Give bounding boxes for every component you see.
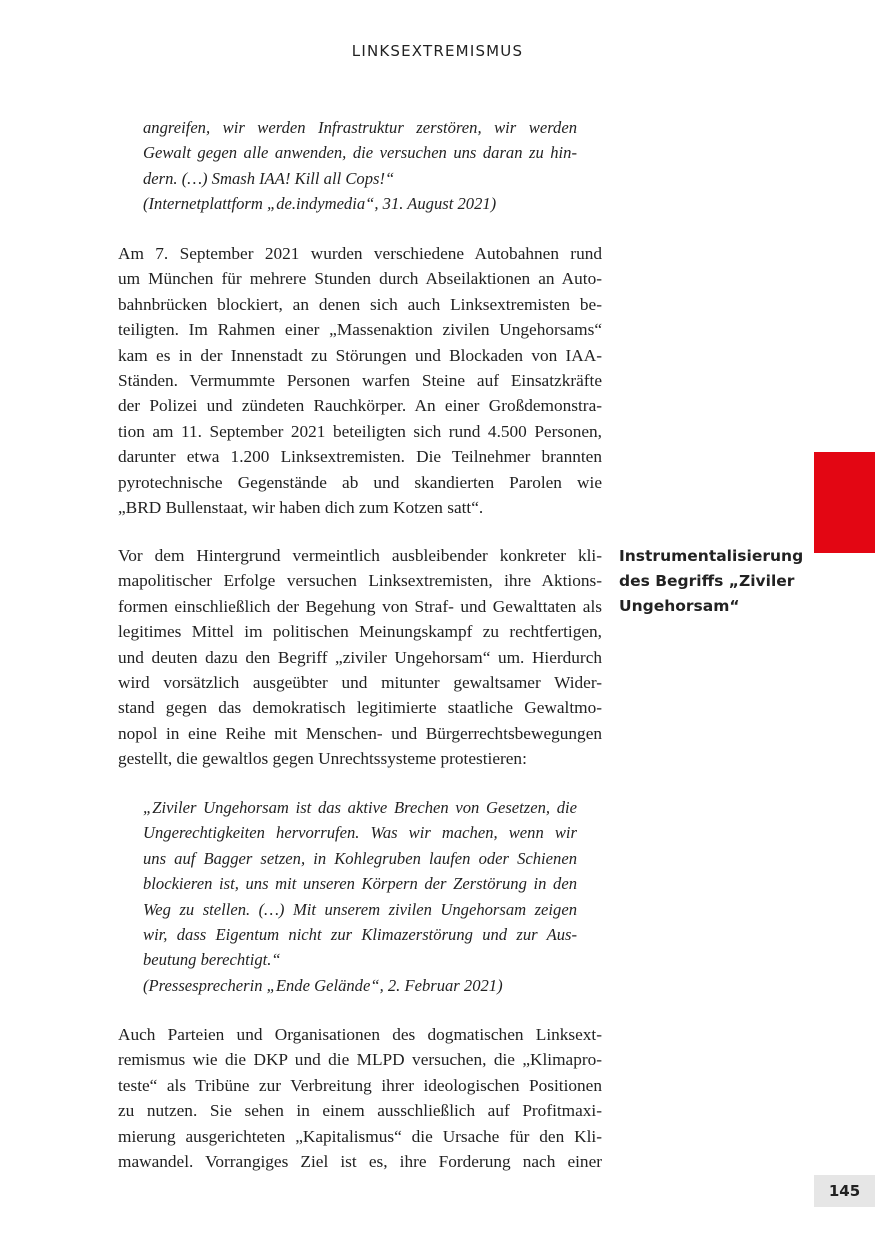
running-header: LINKSEXTREMISMUS (351, 42, 524, 60)
quote-line: wir, dass Eigentum nicht zur Klimazerstörung und zur Aus- (143, 925, 577, 945)
text-line: mierung ausgerichteten „Kapitalismus“ die Ursache für den Kli- (118, 1126, 602, 1146)
text-line: tion am 11. September 2021 beteiligten sich rund 4.500 Personen, (118, 421, 602, 441)
page-number: 145 (814, 1175, 875, 1207)
quote-line: beutung berechtigt.“ (143, 950, 281, 970)
quote-source: (Pressesprecherin „Ende Gelände“, 2. Februar 2021) (143, 975, 503, 995)
text-line: gestellt, die gewaltlos gegen Unrechtssysteme protestieren: (118, 749, 527, 769)
quote-line: angreifen, wir werden Infrastruktur zerstören, wir werden (143, 118, 577, 137)
text-line: um München für mehrere Stunden durch Abseilaktionen an Auto- (118, 269, 602, 289)
text-line: mawandel. Vorrangiges Ziel ist es, ihre Forderung nach einer (118, 1152, 602, 1172)
quote-line: blockieren ist, uns mit unseren Körpern der Zerstörung in den (143, 874, 577, 894)
blockquote-indymedia (143, 115, 577, 217)
text-line: zu nutzen. Sie sehen in einem ausschließlich auf Profitmaxi- (118, 1101, 602, 1121)
text-line: mapolitischer Erfolge versuchen Linksextremisten, ihre Aktions- (118, 571, 602, 591)
quote-line: „Ziviler Ungehorsam ist das aktive Brechen von Gesetzen, die (143, 798, 577, 817)
margin-heading (619, 544, 819, 619)
quote-line: Gewalt gegen alle anwenden, die versuchen uns daran zu hin- (143, 143, 577, 163)
quote-source: (Internetplattform „de.indymedia“, 31. August 2021) (143, 194, 497, 214)
text-line: pyrotechnische Gegenstände ab und skandierten Parolen wie (118, 472, 602, 492)
chapter-marker-tab (814, 452, 875, 553)
text-line: darunter etwa 1.200 Linksextremisten. Die Teilnehmer brannten (118, 447, 602, 467)
text-line: formen einschließlich der Begehung von Straf- und Gewalttaten als (118, 596, 602, 616)
quote-line: dern. (…) Smash IAA! Kill all Cops!“ (143, 168, 395, 188)
quote-line: uns auf Bagger setzen, in Kohlegruben laufen oder Schienen (143, 848, 577, 868)
paragraph-civil-disobedience (118, 543, 602, 772)
paragraph-iaa-protests (118, 241, 602, 520)
text-line: der Polizei und zündeten Rauchkörper. An einer Großdemonstra- (118, 396, 602, 416)
margin-heading-line: des Begriffs „Ziviler (619, 572, 795, 590)
text-line: wird vorsätzlich ausgeübter und mitunter gewaltsamer Wider- (118, 673, 602, 693)
text-line: „BRD Bullenstaat, wir haben dich zum Kotzen satt“. (118, 498, 484, 518)
text-line: kam es in der Innenstadt zu Störungen und Blockaden von IAA- (118, 345, 602, 365)
text-line: legitimes Mittel im politischen Meinungskampf zu rechtfertigen, (118, 622, 602, 642)
text-line: und deuten dazu den Begriff „ziviler Ungehorsam“ um. Hierdurch (118, 647, 602, 667)
text-line: Am 7. September 2021 wurden verschiedene Autobahnen rund (118, 244, 602, 263)
text-line: nopol in eine Reihe mit Menschen- und Bürgerrechtsbewegungen (118, 723, 602, 743)
text-line: teste“ als Tribüne zur Verbreitung ihrer ideologischen Positionen (118, 1075, 602, 1095)
quote-line: Weg zu stellen. (…) Mit unserem zivilen Ungehorsam zeigen (143, 899, 577, 919)
text-line: Vor dem Hintergrund vermeintlich ausbleibender konkreter kli- (118, 546, 602, 565)
quote-line: Ungerechtigkeiten hervorrufen. Was wir machen, wenn wir (143, 823, 577, 843)
text-line: teiligten. Im Rahmen einer „Massenaktion zivilen Ungehorsams“ (118, 320, 602, 340)
margin-heading-line: Ungehorsam“ (619, 597, 740, 615)
text-line: Auch Parteien und Organisationen des dogmatischen Linksext- (118, 1025, 602, 1044)
blockquote-ende-gelaende (143, 795, 577, 998)
text-line: bahnbrücken blockiert, an denen sich auch Linksextremisten be- (118, 294, 602, 314)
margin-heading-line: Instrumentalisierung (619, 547, 804, 565)
text-line: Ständen. Vermummte Personen warfen Steine auf Einsatzkräfte (118, 371, 602, 391)
text-line: stand gegen das demokratisch legitimierte staatliche Gewaltmo- (118, 698, 602, 718)
text-line: remismus wie die DKP und die MLPD versuchen, die „Klimapro- (118, 1050, 602, 1070)
paragraph-dkp-mlpd (118, 1022, 602, 1174)
